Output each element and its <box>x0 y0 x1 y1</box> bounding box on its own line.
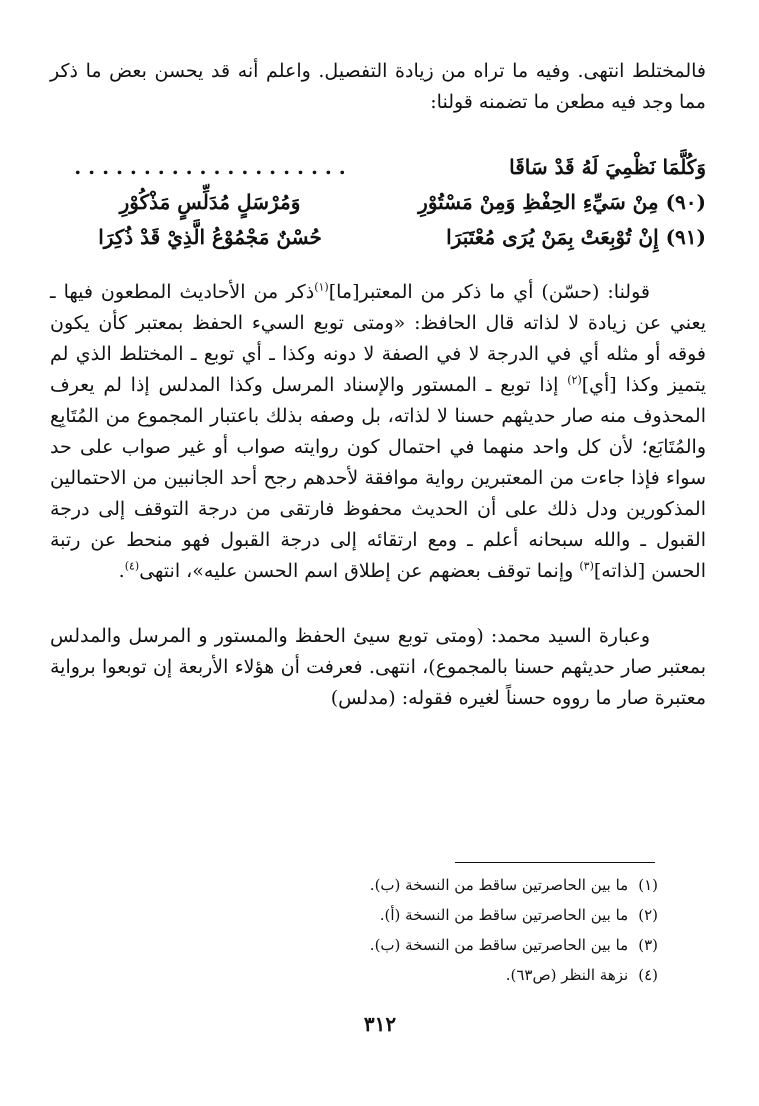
footnote-text: نزهة النظر (ص٦٣). <box>505 966 629 984</box>
commentary-text: إذا توبع ـ المستور والإسناد المرسل وكذا المدلس إذا لم يعرف المحذوف منه صار حديثهم حسنا لا لذاته، بل وصفه بذلك باعتبار المجموع من المُتَابِع والمُتَابَع؛ لأن كل واحد منهما في احتمال كون روايته صواب أو غير صواب على حد سواء فإذا جاءت من المعتبرين رواية موافقة لأحدهم رجح أحد الجانبين من الاحتمالين المذكورين ودل ذلك على أن الحديث محفوظ فارتقى من درجة التوقف إلى درجة القبول ـ والله سبحانه أعلم ـ ومع ارتقائه إلى درجة القبول فهو منحط عن رتبة الحسن [لذاته] <box>50 374 706 582</box>
footnote-item <box>300 870 658 900</box>
commentary-text: قولنا: (حسّن) أي ما ذكر من المعتبر[ما] <box>328 281 650 303</box>
footnote-item <box>300 960 658 990</box>
verse-second-hemistich: . . . . . . . . . . . . . . . . . . . . <box>74 155 346 179</box>
footnote-item <box>300 930 658 960</box>
page-number: ٣١٢ <box>363 1012 397 1036</box>
footnote-item <box>300 900 658 930</box>
verse-first-hemistich: (٩١) إِنْ تُوْبِعَتْ بِمَنْ يُرَى مُعْتَبَرَا <box>446 225 706 249</box>
closing-paragraph: وعبارة السيد محمد: (ومتى توبع سيئ الحفظ والمستور و المرسل والمدلس بمعتبر صار حديثهم حسنا بالمجموع)، انتهى. فعرفت أن هؤلاء الأربعة إن توبعوا برواية معتبرة صار ما رووه حسناً لغيره فقوله: (مدلس) <box>50 625 706 709</box>
intro-paragraph: فالمختلط انتهى. وفيه ما تراه من زيادة التفصيل. واعلم أنه قد يحسن بعض ما ذكر مما وجد فيه مطعن ما تضمنه قولنا: <box>50 60 706 113</box>
verse-second-hemistich: وَمُرْسَلٍ مُدَلِّسٍ مَذْكُوْرِ <box>119 190 301 214</box>
footnote-number: (٣) <box>638 936 658 954</box>
footnote-text: ما بين الحاصرتين ساقط من النسخة (أ). <box>379 906 629 924</box>
footnotes <box>300 870 658 990</box>
footnote-ref[interactable]: (١) <box>314 280 329 294</box>
verse-second-hemistich: حُسْنٌ مَجْمُوْعُ الَّذِيْ قَدْ ذُكِرَا <box>98 225 322 249</box>
footnote-ref[interactable]: (٣) <box>579 559 594 573</box>
footnote-ref[interactable]: (٤) <box>124 559 140 573</box>
verse-row <box>50 220 706 255</box>
footnote-number: (١) <box>638 876 658 894</box>
footnote-number: (٢) <box>638 906 658 924</box>
commentary-text: وإنما توقف بعضهم عن إطلاق اسم الحسن عليه»، انتهى <box>139 560 580 582</box>
footnote-text: ما بين الحاصرتين ساقط من النسخة (ب). <box>369 876 629 894</box>
verse-row <box>50 185 706 220</box>
footnote-number: (٤) <box>638 966 658 984</box>
page-body <box>50 56 706 714</box>
footnote-divider <box>455 862 655 863</box>
commentary-paragraph <box>50 277 706 587</box>
footnote-text: ما بين الحاصرتين ساقط من النسخة (ب). <box>369 936 629 954</box>
verse-block <box>50 150 706 255</box>
commentary-text: ذكر من الأحاديث المطعون فيها ـ يعني عن زيادة لا لذاته قال الحافظ: «ومتى توبع السيء الحفظ بمعتبر كأن يكون فوقه أو مثله أي في الدرجة لا في الصفة لا دونه وكذا ـ أي توبع ـ المختلط الذي لم يتميز وكذا [أي] <box>50 281 706 396</box>
verse-first-hemistich: وَكُلَّمَا نَظْمِيَ لَهُ قَدْ سَاقَا <box>509 155 706 179</box>
commentary-text: . <box>118 560 125 582</box>
verse-first-hemistich: (٩٠) مِنْ سَيِّءِ الحِفْظِ وَمِنْ مَسْتُوْرِ <box>418 190 706 214</box>
verse-row <box>50 150 706 185</box>
footnote-ref[interactable]: (٢) <box>567 373 582 387</box>
